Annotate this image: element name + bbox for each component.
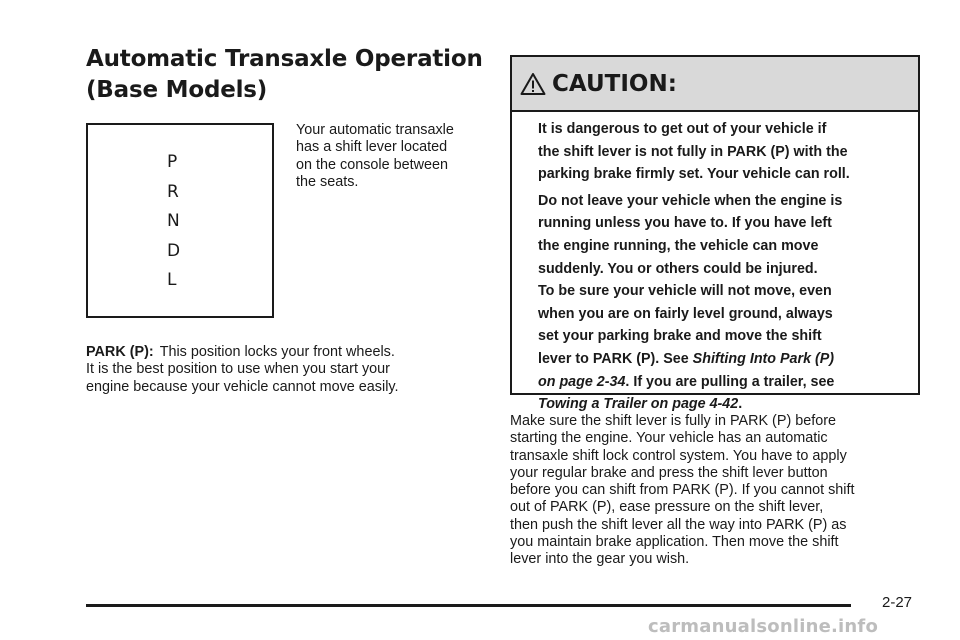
park-paragraph [86, 344, 481, 396]
caution-paragraph-2 [538, 190, 906, 416]
caution-paragraph-1 [538, 118, 906, 186]
gear-low: L [167, 270, 177, 290]
body-line: lever into the gear you wish. [510, 551, 690, 568]
body-line: before you can shift from PARK (P). If you cannot shift [510, 482, 855, 499]
shift-lock-paragraph [510, 413, 922, 569]
caution-trailer-text: . If you are pulling a trailer, see [625, 373, 835, 390]
towing-trailer-link[interactable]: Towing a Trailer on page 4-42 [538, 396, 739, 413]
warning-triangle-icon [520, 72, 546, 96]
body-line: your regular brake and press the shift lever button [510, 464, 828, 481]
park-line: engine because your vehicle cannot move easily. [86, 378, 399, 395]
caution-line: suddenly. You or others could be injured. [538, 260, 818, 277]
park-line: It is the best position to use when you start your [86, 361, 390, 378]
body-line: Make sure the shift lever is fully in PARK (P) before [510, 413, 837, 429]
gear-drive: D [167, 240, 181, 261]
intro-line: has a shift lever located [296, 139, 448, 156]
shifting-into-park-page-link[interactable]: on page 2-34 [538, 373, 626, 390]
body-line: then push the shift lever all the way into PARK (P) as [510, 516, 847, 533]
intro-line: Your automatic transaxle [296, 122, 454, 138]
body-line: out of PARK (P), ease pressure on the shift lever, [510, 499, 824, 516]
body-line: you maintain brake application. Then move the shift [510, 534, 839, 551]
shifting-into-park-link[interactable]: Shifting Into Park (P) [692, 350, 835, 367]
caution-line: It is dangerous to get out of your vehicle if [538, 121, 827, 137]
gear-park: P [167, 152, 178, 172]
caution-title: CAUTION: [552, 70, 677, 97]
caution-line: set your parking brake and move the shift [538, 328, 822, 345]
caution-line: running unless you have to. If you have left [538, 215, 832, 232]
gear-list [167, 148, 180, 296]
body-line: transaxle shift lock control system. You have to apply [510, 447, 847, 464]
park-label: PARK (P): [86, 344, 154, 360]
caution-line: To be sure your vehicle will not move, even [538, 283, 832, 300]
intro-line: on the console between [296, 156, 449, 173]
caution-see-text: lever to PARK (P). See [538, 350, 693, 367]
body-line: starting the engine. Your vehicle has an automatic [510, 430, 828, 447]
caution-body [512, 112, 918, 416]
page-title-line-2: (Base Models) [86, 77, 268, 103]
park-line-text: This position locks your front wheels. [159, 344, 395, 360]
intro-paragraph [296, 122, 481, 191]
caution-line: parking brake firmly set. Your vehicle can roll. [538, 166, 850, 183]
page-title-line-1: Automatic Transaxle Operation [86, 46, 483, 72]
gear-reverse: R [167, 181, 179, 202]
intro-line: the seats. [296, 173, 359, 190]
shift-lever-diagram [86, 123, 274, 318]
caution-line [538, 371, 906, 394]
page-title [86, 44, 486, 106]
caution-line [538, 348, 906, 371]
park-line [86, 344, 481, 361]
page-number: 2-27 [882, 594, 913, 611]
caution-line: Do not leave your vehicle when the engine is [538, 192, 843, 209]
gear-neutral: N [167, 211, 180, 231]
footer-rule [86, 604, 851, 607]
caution-line: when you are on fairly level ground, always [538, 305, 833, 322]
caution-line: the engine running, the vehicle can move [538, 237, 819, 254]
caution-box [510, 55, 920, 413]
caution-end-period: . [738, 396, 743, 413]
caution-header [512, 57, 918, 112]
caution-line: the shift lever is not fully in PARK (P) with the [538, 143, 848, 160]
watermark: carmanualsonline.info [648, 616, 879, 637]
